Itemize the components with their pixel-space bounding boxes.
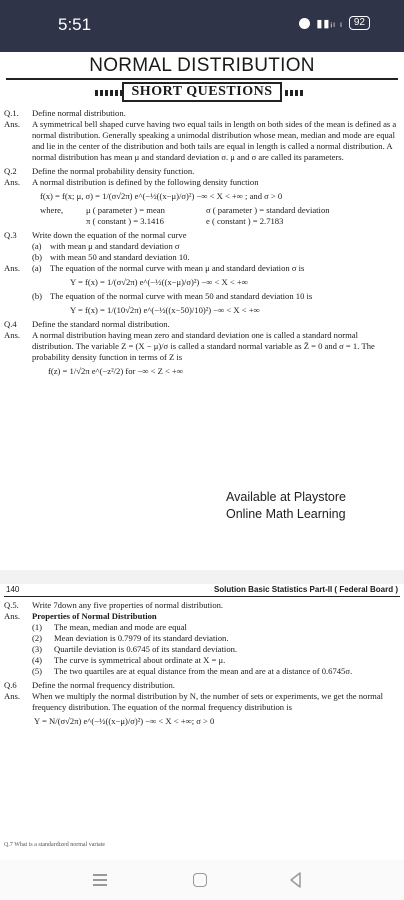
promo-watermark [226,489,346,523]
q4-question [4,319,400,330]
questions-section-1 [4,108,400,377]
q6-question [4,680,400,691]
q2-where-2: σ ( parameter ) = standard deviation [206,205,330,215]
q6-label: Q.6 [4,680,17,690]
q3-ans-a-key: (a) [32,263,42,273]
list-item [4,644,400,655]
list-item-key: (4) [32,655,43,665]
q5-heading: Properties of Normal Distribution [32,611,157,621]
page-header [4,584,400,597]
q5-properties-list [4,622,400,677]
promo-line-2: Online Math Learning [226,507,346,521]
navigation-bar [0,860,404,900]
q3-ans-label: Ans. [4,263,20,273]
q2-where-3: π ( constant ) = 3.1416 [86,216,164,226]
q4-text: Define the standard normal distribution. [32,319,170,329]
q4-label: Q.4 [4,319,17,329]
list-item [4,655,400,666]
list-item [4,622,400,633]
q2-where-4: e ( constant ) = 2.7183 [206,216,284,226]
q3-ans-b-text: The equation of the normal curve with mean 50 and standard deviation 10 is [50,291,313,301]
promo-line-1: Available at Playstore [226,490,346,504]
document-page[interactable] [0,52,404,860]
list-item-key: (5) [32,666,43,676]
notification-icon [299,18,310,29]
q3-formula-a: Y = f(x) = 1/(σ√2π) e^(−½((x−μ)/σ)²) −∞ < X < +∞ [70,277,248,287]
q2-ans-label: Ans. [4,177,20,187]
q3-ans-a-text: The equation of the normal curve with mean μ and standard deviation σ is [50,263,305,273]
banner-wrap [0,82,404,102]
q1-text: Define normal distribution. [32,108,126,118]
list-item [4,633,400,644]
home-icon[interactable] [188,868,212,892]
q3-part-a [4,241,400,252]
q1-ans-label: Ans. [4,119,20,129]
q2-answer-text: A normal distribution is defined by the following density function [32,177,259,187]
q2-where-label: where, [40,205,64,215]
q5-label: Q.5. [4,600,19,610]
q3-answer-b [4,291,400,302]
section-banner: SHORT QUESTIONS [122,82,283,102]
q3-b-text: with mean 50 and standard deviation 10. [50,252,190,262]
q3-answer-a [4,263,400,274]
q2-text: Define the normal probability density function. [32,166,195,176]
page-number: 140 [6,585,20,594]
q1-answer-text: A symmetrical bell shaped curve having two equal tails in length on both sides of the mean is defined as a normal distribution. Generally speaking a unimodal distribution whose mean, median and mode are equal and lie in the center of the distribution and both tails are equal in length is called a normal distribution. A normal distribution has mean μ and standard deviation σ. μ and σ are called its parameters. [32,119,397,162]
list-item-key: (3) [32,644,43,654]
q1-question [4,108,400,119]
q2-where-1: μ ( parameter ) = mean [86,205,165,215]
q6-answer [4,691,400,713]
list-item-key: (2) [32,633,43,643]
q1-answer [4,119,400,163]
recent-apps-icon[interactable] [88,868,112,892]
back-icon[interactable] [284,868,308,892]
q6-formula: Y = N/(σ√2π) e^(−½((x−μ)/σ)²) −∞ < X < +∞; σ > 0 [34,716,215,726]
q2-question [4,166,400,177]
q3-text: Write down the equation of the normal curve [32,230,187,240]
title-rule [6,78,398,80]
q2-label: Q.2 [4,166,17,176]
page-divider [0,570,404,584]
q3-question [4,230,400,241]
q7-partial: Q.7 What is a standardized normal variate [4,842,106,848]
q3-label: Q.3 [4,230,17,240]
status-time: 5:51 [58,15,92,34]
signal-icon: ▮▮ᵢₗ ₗ [316,17,343,30]
list-item [4,666,400,677]
q2-where [4,205,400,216]
list-item-text: Mean deviation is 0.7979 of its standard deviation. [54,633,229,643]
list-item-text: The two quartiles are at equal distance from the mean and are at a distance of 0.6745σ. [54,666,353,676]
q2-answer [4,177,400,188]
battery-icon: 92 [349,16,370,30]
list-item-text: The mean, median and mode are equal [54,622,187,632]
q4-answer-text: A normal distribution having mean zero and standard deviation one is called a standard normal distribution. The variable Z = (X − μ)/σ is called a standard normal variable as Z̄ = 0 and σ = 1. The probability density function in terms of Z is [32,330,375,362]
q3-part-b [4,252,400,263]
questions-section-2 [4,584,400,727]
q6-answer-text: When we multiply the normal distribution by N, the number of sets or experiments, we get the normal frequency distribution. The equation of the normal frequency distribution is [32,691,384,712]
list-item-text: The curve is symmetrical about ordinate at X = μ. [54,655,226,665]
q2-where-row2 [4,216,400,227]
q5-answer [4,611,400,622]
status-icons [299,16,370,30]
q5-ans-label: Ans. [4,611,20,621]
q3-ans-b-key: (b) [32,291,43,301]
q4-answer [4,330,400,363]
q3-a-key: (a) [32,241,42,251]
q1-label: Q.1. [4,108,19,118]
q3-a-text: with mean μ and standard deviation σ [50,241,180,251]
list-item-key: (1) [32,622,43,632]
q6-text: Define the normal frequency distribution. [32,680,175,690]
q4-ans-label: Ans. [4,330,20,340]
q6-ans-label: Ans. [4,691,20,701]
document-title: NORMAL DISTRIBUTION [89,55,315,76]
q5-question [4,600,400,611]
list-item-text: Quartile deviation is 0.6745 of its standard deviation. [54,644,238,654]
q3-b-key: (b) [32,252,43,262]
page-header-title: Solution Basic Statistics Part-II ( Federal Board ) [213,585,398,594]
status-bar [0,0,404,52]
q5-text: Write 7down any five properties of normal distribution. [32,600,224,610]
q3-formula-b: Y = f(x) = 1/(10√2π) e^(−½((x−50)/10)²) −∞ < X < +∞ [70,305,260,315]
q4-formula: f(z) = 1/√2π e^(−z²/2) for −∞ < Z < +∞ [48,366,184,376]
q2-formula: f(x) = f(x; μ, σ) = 1/(σ√2π) e^(−½((x−μ)/σ)²) −∞ < X < +∞ ; and σ > 0 [40,191,283,201]
